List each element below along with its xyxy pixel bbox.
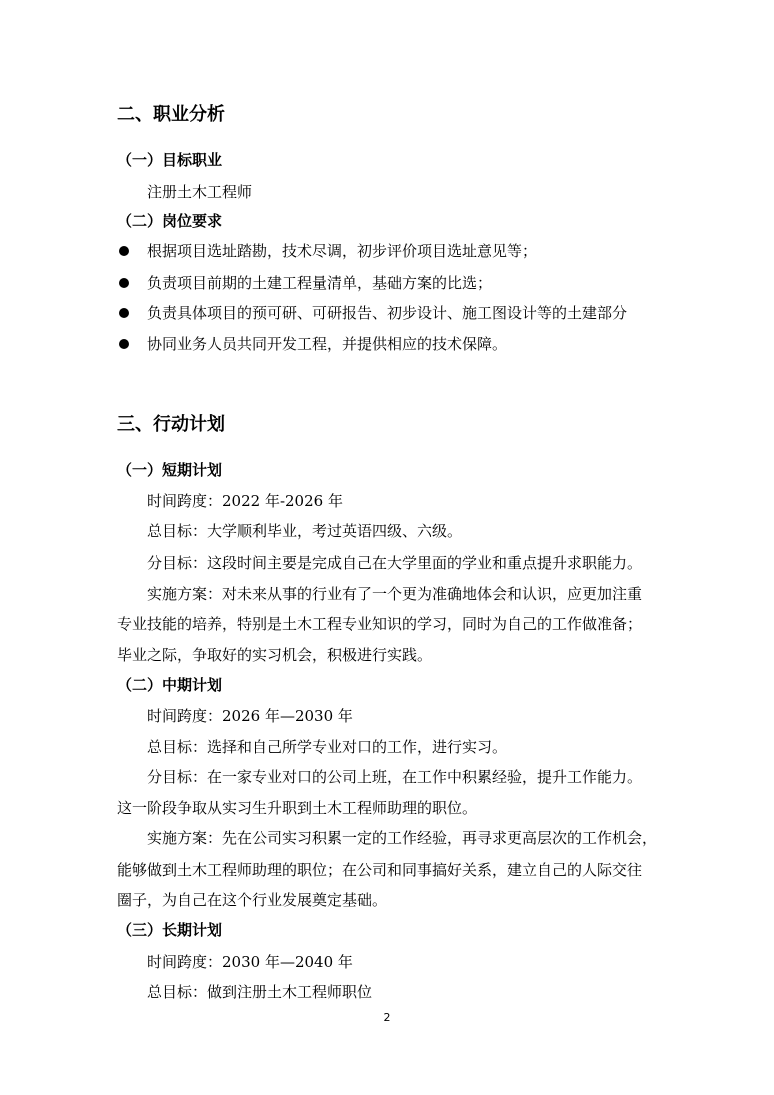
subheading-long-term-plan: （三）长期计划	[117, 921, 223, 939]
page-number: 2	[383, 1011, 391, 1024]
mid-term-plan-line: 实施方案：先在公司实习积累一定的工作经验，再寻求更高层次的工作机会，	[147, 829, 658, 847]
section-heading-action-plan: 三、行动计划	[117, 414, 225, 435]
short-term-sub-goal: 分目标：这段时间主要是完成自己在大学里面的学业和重点提升求职能力。	[147, 554, 643, 572]
mid-term-plan-line: 圈子，为自己在这个行业发展奠定基础。	[117, 891, 388, 909]
short-term-plan-line: 毕业之际，争取好的实习机会，积极进行实践。	[117, 646, 433, 664]
bullet-icon	[119, 308, 129, 318]
bullet-icon	[119, 246, 129, 256]
bullet-icon	[119, 339, 129, 349]
short-term-timespan: 时间跨度：2022 年-2026 年	[147, 492, 343, 510]
short-term-overall-goal: 总目标：大学顺利毕业，考过英语四级、六级。	[147, 522, 463, 540]
mid-term-sub-goal-cont: 这一阶段争取从实习生升职到土木工程师助理的职位。	[117, 799, 478, 817]
requirement-text: 负责具体项目的预可研、可研报告、初步设计、施工图设计等的土建部分	[147, 304, 628, 322]
subheading-job-requirements: （二）岗位要求	[117, 212, 223, 230]
requirement-text: 协同业务人员共同开发工程，并提供相应的技术保障。	[147, 335, 508, 353]
mid-term-plan-line: 能够做到土木工程师助理的职位；在公司和同事搞好关系，建立自己的人际交往	[117, 861, 643, 879]
subheading-mid-term-plan: （二）中期计划	[117, 676, 223, 694]
long-term-timespan: 时间跨度：2030 年—2040 年	[147, 953, 353, 971]
mid-term-sub-goal: 分目标：在一家专业对口的公司上班，在工作中积累经验，提升工作能力。	[147, 768, 643, 786]
long-term-overall-goal: 总目标：做到注册土木工程师职位	[147, 983, 373, 1001]
bullet-icon	[119, 278, 129, 288]
subheading-target-career: （一）目标职业	[117, 151, 223, 169]
requirement-text: 根据项目选址踏勘，技术尽调，初步评价项目选址意见等；	[147, 242, 538, 260]
section-heading-career-analysis: 二、职业分析	[117, 104, 225, 125]
requirement-text: 负责项目前期的土建工程量清单，基础方案的比选；	[147, 274, 493, 292]
short-term-plan-line: 实施方案：对未来从事的行业有了一个更为准确地体会和认识，应更加注重	[147, 585, 643, 603]
short-term-plan-line: 专业技能的培养，特别是土木工程专业知识的学习，同时为自己的工作做准备；	[117, 615, 643, 633]
mid-term-overall-goal: 总目标：选择和自己所学专业对口的工作，进行实习。	[147, 738, 508, 756]
target-career-text: 注册土木工程师	[147, 183, 253, 201]
mid-term-timespan: 时间跨度：2026 年—2030 年	[147, 707, 353, 725]
subheading-short-term-plan: （一）短期计划	[117, 461, 223, 479]
